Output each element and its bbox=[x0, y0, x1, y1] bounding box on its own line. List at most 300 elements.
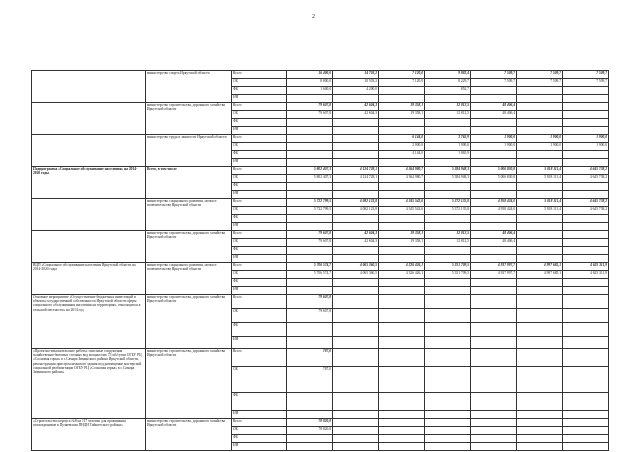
value-cell bbox=[517, 411, 563, 419]
program-cell bbox=[32, 199, 146, 231]
value-cell: 12 812,5 bbox=[425, 103, 471, 111]
source-cell: Всего bbox=[232, 167, 287, 175]
value-cell bbox=[379, 435, 425, 443]
value-cell bbox=[379, 119, 425, 127]
value-cell bbox=[517, 367, 563, 393]
value-cell bbox=[379, 215, 425, 223]
value-cell bbox=[517, 427, 563, 435]
value-cell bbox=[333, 323, 379, 337]
value-cell bbox=[563, 419, 609, 427]
value-cell bbox=[425, 435, 471, 443]
value-cell bbox=[563, 223, 609, 231]
value-cell bbox=[379, 247, 425, 255]
source-cell: НИ bbox=[232, 191, 287, 199]
value-cell bbox=[471, 183, 517, 191]
value-cell bbox=[471, 443, 517, 451]
value-cell: 5 006 830,8 bbox=[471, 167, 517, 175]
value-cell: 16 400,0 bbox=[287, 71, 333, 79]
value-cell: 1 600,0 bbox=[287, 87, 333, 95]
source-cell: НИ bbox=[232, 411, 287, 419]
value-cell bbox=[379, 309, 425, 323]
value-cell bbox=[425, 215, 471, 223]
value-cell bbox=[379, 87, 425, 95]
value-cell bbox=[471, 191, 517, 199]
value-cell bbox=[517, 393, 563, 411]
value-cell bbox=[471, 127, 517, 135]
value-cell bbox=[333, 159, 379, 167]
source-cell: ОБ bbox=[232, 111, 287, 119]
value-cell bbox=[425, 367, 471, 393]
value-cell: 7 120,0 bbox=[379, 71, 425, 79]
value-cell: 1 900,0 bbox=[517, 135, 563, 143]
value-cell bbox=[287, 223, 333, 231]
table-row bbox=[32, 135, 609, 143]
value-cell bbox=[563, 279, 609, 287]
value-cell bbox=[287, 191, 333, 199]
value-cell: 6 144,0 bbox=[379, 135, 425, 143]
value-cell: 787,0 bbox=[287, 367, 333, 393]
value-cell bbox=[425, 191, 471, 199]
value-cell: 4 082 123,8 bbox=[333, 207, 379, 215]
value-cell: 4 997 685,1 bbox=[517, 263, 563, 271]
value-cell bbox=[563, 103, 609, 111]
value-cell bbox=[287, 143, 333, 151]
value-cell bbox=[333, 393, 379, 411]
value-cell bbox=[287, 183, 333, 191]
source-cell: ОБ bbox=[232, 367, 287, 393]
value-cell bbox=[379, 287, 425, 295]
value-cell bbox=[425, 159, 471, 167]
value-cell bbox=[333, 435, 379, 443]
source-cell: ФБ bbox=[232, 183, 287, 191]
value-cell: 12 812,5 bbox=[425, 111, 471, 119]
value-cell bbox=[333, 411, 379, 419]
program-cell bbox=[32, 231, 146, 263]
value-cell: 48 406,4 bbox=[471, 111, 517, 119]
value-cell bbox=[563, 255, 609, 263]
value-cell bbox=[425, 287, 471, 295]
value-cell bbox=[563, 393, 609, 411]
value-cell: 19 358,1 bbox=[379, 111, 425, 119]
value-cell: 5 018 111,4 bbox=[517, 167, 563, 175]
executor-cell: министерство строительства, дорожного хозяйства Иркутской области bbox=[146, 295, 232, 349]
value-cell: 79 607,8 bbox=[287, 111, 333, 119]
value-cell bbox=[379, 427, 425, 435]
value-cell bbox=[333, 127, 379, 135]
table-row bbox=[32, 349, 609, 367]
value-cell: 4 645 738,2 bbox=[563, 167, 609, 175]
table-row bbox=[32, 419, 609, 427]
value-cell bbox=[287, 151, 333, 159]
program-cell: «Строительство корпуса №8 на 117 человек для проживания психохроников в Пуляевском ПНДИ Тайшетского района» bbox=[32, 419, 146, 451]
value-cell bbox=[563, 215, 609, 223]
table-row bbox=[32, 263, 609, 271]
value-cell bbox=[425, 393, 471, 411]
value-cell bbox=[517, 191, 563, 199]
value-cell: 4 326 426,1 bbox=[379, 271, 425, 279]
value-cell bbox=[517, 337, 563, 349]
value-cell bbox=[563, 159, 609, 167]
source-cell: ФБ bbox=[232, 119, 287, 127]
value-cell: 19 358,1 bbox=[379, 231, 425, 239]
value-cell: 42 604,3 bbox=[333, 111, 379, 119]
value-cell: 4 200,0 bbox=[333, 87, 379, 95]
value-cell bbox=[517, 119, 563, 127]
value-cell bbox=[287, 215, 333, 223]
value-cell bbox=[425, 443, 471, 451]
value-cell bbox=[425, 419, 471, 427]
value-cell bbox=[471, 87, 517, 95]
value-cell bbox=[517, 127, 563, 135]
value-cell: 10 503,2 bbox=[333, 79, 379, 87]
value-cell bbox=[471, 119, 517, 127]
value-cell bbox=[517, 183, 563, 191]
value-cell bbox=[333, 255, 379, 263]
value-cell bbox=[471, 323, 517, 337]
value-cell bbox=[425, 295, 471, 309]
executor-cell: Всего, в том числе bbox=[146, 167, 232, 199]
value-cell: 5 372 135,8 bbox=[425, 199, 471, 207]
source-cell: ФБ bbox=[232, 215, 287, 223]
value-cell bbox=[563, 323, 609, 337]
value-cell bbox=[333, 427, 379, 435]
value-cell bbox=[471, 287, 517, 295]
value-cell bbox=[517, 247, 563, 255]
source-cell: Всего bbox=[232, 135, 287, 143]
value-cell: 5 018 111,4 bbox=[517, 207, 563, 215]
value-cell: 78 820,8 bbox=[287, 419, 333, 427]
table-row bbox=[32, 231, 609, 239]
value-cell bbox=[563, 337, 609, 349]
value-cell: 4 645 738,2 bbox=[563, 175, 609, 183]
value-cell: 79 607,8 bbox=[287, 295, 333, 309]
value-cell bbox=[517, 419, 563, 427]
value-cell bbox=[563, 119, 609, 127]
value-cell bbox=[425, 427, 471, 435]
value-cell bbox=[287, 435, 333, 443]
value-cell: 42 604,3 bbox=[333, 239, 379, 247]
program-cell bbox=[32, 71, 146, 103]
value-cell: 4 958 424,0 bbox=[471, 207, 517, 215]
value-cell: 4 124 728,1 bbox=[333, 167, 379, 175]
value-cell: 7 509,7 bbox=[471, 79, 517, 87]
value-cell bbox=[563, 435, 609, 443]
value-cell bbox=[563, 183, 609, 191]
value-cell: 7 509,7 bbox=[563, 71, 609, 79]
source-cell: НИ bbox=[232, 127, 287, 135]
value-cell: 12 812,5 bbox=[425, 239, 471, 247]
value-cell bbox=[471, 247, 517, 255]
value-cell: 787,0 bbox=[287, 349, 333, 367]
value-cell bbox=[517, 223, 563, 231]
value-cell: 19 358,1 bbox=[379, 239, 425, 247]
value-cell: 4 065 360,5 bbox=[333, 263, 379, 271]
value-cell: 48 406,4 bbox=[471, 239, 517, 247]
value-cell bbox=[517, 103, 563, 111]
executor-cell: министерство социального развития, опеки и попечительства Иркутской области bbox=[146, 199, 232, 231]
value-cell: 48 406,4 bbox=[471, 103, 517, 111]
value-cell bbox=[471, 95, 517, 103]
value-cell: 7 120,0 bbox=[379, 79, 425, 87]
source-cell: ФБ bbox=[232, 151, 287, 159]
value-cell bbox=[563, 411, 609, 419]
program-cell: Основное мероприятие «Осуществление бюджетных инвестиций в объекты государственной собственности Иркутской области сферы социального обслуживания населения на территориях, относящихся к сельской местности» на 2014 год bbox=[32, 295, 146, 349]
value-cell bbox=[563, 239, 609, 247]
value-cell bbox=[563, 349, 609, 367]
value-cell bbox=[379, 191, 425, 199]
table-row bbox=[32, 103, 609, 111]
program-cell bbox=[32, 103, 146, 135]
program-cell: «Проектно-изыскательские работы: очистные сооружения хозяйственно-бытовых сточных вод мощностью 75 м3/сутки ОГБУ РЦ «Сосновая горка» в с.Самара Зиминского района Иркутской области, реконструкция пристроя нежилого здания под размещение мастерской социальной реабилитации ОГБУ РЦ «Сосновая горка» в с.Самара Зиминского района» bbox=[32, 349, 146, 419]
table-row bbox=[32, 199, 609, 207]
value-cell bbox=[379, 419, 425, 427]
value-cell bbox=[379, 393, 425, 411]
executor-cell: министерство спорта Иркутской области bbox=[146, 71, 232, 103]
value-cell bbox=[563, 127, 609, 135]
value-cell bbox=[379, 367, 425, 393]
value-cell bbox=[333, 223, 379, 231]
value-cell bbox=[471, 279, 517, 287]
value-cell bbox=[333, 279, 379, 287]
source-cell: ОБ bbox=[232, 309, 287, 323]
value-cell bbox=[517, 349, 563, 367]
value-cell: 14 703,2 bbox=[333, 71, 379, 79]
value-cell: 4 345 542,6 bbox=[379, 199, 425, 207]
source-cell: ФБ bbox=[232, 435, 287, 443]
value-cell bbox=[517, 309, 563, 323]
value-cell bbox=[287, 119, 333, 127]
value-cell bbox=[563, 427, 609, 435]
value-cell: 5 722 799,5 bbox=[287, 207, 333, 215]
value-cell bbox=[333, 419, 379, 427]
source-cell: ОБ bbox=[232, 427, 287, 435]
value-cell: 1 900,0 bbox=[471, 143, 517, 151]
value-cell bbox=[517, 443, 563, 451]
value-cell: 5 802 407,3 bbox=[287, 167, 333, 175]
value-cell bbox=[471, 295, 517, 309]
value-cell bbox=[379, 443, 425, 451]
value-cell bbox=[471, 215, 517, 223]
value-cell bbox=[333, 151, 379, 159]
value-cell bbox=[563, 309, 609, 323]
source-cell: ОБ bbox=[232, 239, 287, 247]
page-number: 2 bbox=[312, 14, 315, 20]
value-cell: 7 509,7 bbox=[517, 71, 563, 79]
value-cell bbox=[517, 95, 563, 103]
value-cell bbox=[333, 215, 379, 223]
value-cell: 5 351 709,5 bbox=[425, 271, 471, 279]
value-cell bbox=[333, 143, 379, 151]
value-cell bbox=[517, 287, 563, 295]
value-cell: 4 625 311,9 bbox=[563, 263, 609, 271]
value-cell: 8 800,0 bbox=[287, 79, 333, 87]
value-cell bbox=[517, 279, 563, 287]
value-cell: 79 607,8 bbox=[287, 239, 333, 247]
source-cell: ФБ bbox=[232, 87, 287, 95]
value-cell: 5 722 799,5 bbox=[287, 199, 333, 207]
value-cell bbox=[425, 323, 471, 337]
value-cell bbox=[517, 239, 563, 247]
value-cell: 7 509,7 bbox=[471, 71, 517, 79]
value-cell bbox=[379, 295, 425, 309]
value-cell bbox=[333, 183, 379, 191]
value-cell: 78 820,8 bbox=[287, 427, 333, 435]
value-cell bbox=[333, 295, 379, 309]
value-cell bbox=[425, 279, 471, 287]
value-cell bbox=[287, 135, 333, 143]
value-cell: 19 358,1 bbox=[379, 103, 425, 111]
value-cell bbox=[287, 411, 333, 419]
table-row bbox=[32, 71, 609, 79]
source-cell: Всего bbox=[232, 103, 287, 111]
value-cell bbox=[333, 337, 379, 349]
value-cell bbox=[379, 127, 425, 135]
value-cell bbox=[563, 247, 609, 255]
executor-cell: министерство строительства, дорожного хозяйства Иркутской области bbox=[146, 349, 232, 419]
value-cell bbox=[379, 95, 425, 103]
value-cell bbox=[471, 223, 517, 231]
value-cell bbox=[425, 127, 471, 135]
value-cell: 4 937 997,7 bbox=[471, 263, 517, 271]
value-cell: 79 607,8 bbox=[287, 309, 333, 323]
value-cell bbox=[379, 223, 425, 231]
value-cell: 7 509,7 bbox=[563, 79, 609, 87]
value-cell bbox=[379, 255, 425, 263]
value-cell: 42 604,3 bbox=[333, 103, 379, 111]
budget-table bbox=[31, 70, 608, 451]
value-cell bbox=[333, 135, 379, 143]
value-cell bbox=[333, 309, 379, 323]
source-cell: ФБ bbox=[232, 393, 287, 411]
value-cell: 5 802 407,3 bbox=[287, 175, 333, 183]
value-cell bbox=[333, 95, 379, 103]
value-cell bbox=[425, 95, 471, 103]
value-cell bbox=[563, 367, 609, 393]
value-cell bbox=[563, 231, 609, 239]
value-cell: 5 018 111,4 bbox=[517, 175, 563, 183]
value-cell bbox=[471, 159, 517, 167]
program-cell: Подпрограмма «Социальное обслуживание населения» на 2014-2020 годы bbox=[32, 167, 146, 199]
value-cell: 8 229,7 bbox=[425, 79, 471, 87]
source-cell: ОБ bbox=[232, 207, 287, 215]
value-cell bbox=[287, 247, 333, 255]
value-cell bbox=[471, 427, 517, 435]
value-cell bbox=[333, 119, 379, 127]
source-cell: НИ bbox=[232, 223, 287, 231]
value-cell bbox=[517, 151, 563, 159]
value-cell: 4 082 123,8 bbox=[333, 199, 379, 207]
value-cell: 4 144,0 bbox=[379, 151, 425, 159]
value-cell bbox=[471, 435, 517, 443]
value-cell bbox=[287, 127, 333, 135]
value-cell bbox=[425, 337, 471, 349]
value-cell bbox=[425, 309, 471, 323]
value-cell: 42 604,3 bbox=[333, 231, 379, 239]
value-cell bbox=[517, 323, 563, 337]
value-cell bbox=[287, 95, 333, 103]
source-cell: НИ bbox=[232, 443, 287, 451]
executor-cell: министерство социального развития, опеки и попечительства Иркутской области bbox=[146, 263, 232, 295]
source-cell: НИ bbox=[232, 255, 287, 263]
value-cell bbox=[379, 279, 425, 287]
value-cell: 1 900,0 bbox=[517, 143, 563, 151]
value-cell bbox=[517, 215, 563, 223]
value-cell bbox=[287, 279, 333, 287]
value-cell: 2 000,0 bbox=[379, 143, 425, 151]
value-cell bbox=[379, 337, 425, 349]
value-cell bbox=[517, 255, 563, 263]
value-cell: 4 645 738,2 bbox=[563, 199, 609, 207]
value-cell: 1 865,9 bbox=[425, 151, 471, 159]
source-cell: Всего bbox=[232, 349, 287, 367]
value-cell: 4 364 980,7 bbox=[379, 167, 425, 175]
value-cell bbox=[563, 443, 609, 451]
value-cell bbox=[287, 255, 333, 263]
value-cell: 4 345 542,6 bbox=[379, 207, 425, 215]
value-cell bbox=[287, 443, 333, 451]
value-cell bbox=[333, 349, 379, 367]
source-cell: ОБ bbox=[232, 175, 287, 183]
value-cell bbox=[563, 95, 609, 103]
value-cell bbox=[287, 337, 333, 349]
value-cell bbox=[471, 367, 517, 393]
value-cell: 1 900,0 bbox=[471, 135, 517, 143]
value-cell bbox=[471, 151, 517, 159]
value-cell: 1 900,0 bbox=[563, 135, 609, 143]
value-cell bbox=[517, 111, 563, 119]
table-row bbox=[32, 295, 609, 309]
value-cell: 5 706 574,7 bbox=[287, 263, 333, 271]
value-cell: 1 900,0 bbox=[563, 143, 609, 151]
value-cell bbox=[425, 255, 471, 263]
value-cell: 4 065 360,5 bbox=[333, 271, 379, 279]
value-cell bbox=[379, 411, 425, 419]
value-cell bbox=[333, 191, 379, 199]
value-cell bbox=[471, 309, 517, 323]
value-cell bbox=[425, 119, 471, 127]
value-cell: 9 882,4 bbox=[425, 71, 471, 79]
source-cell: Всего bbox=[232, 295, 287, 309]
source-cell: Всего bbox=[232, 231, 287, 239]
value-cell bbox=[333, 287, 379, 295]
value-cell bbox=[563, 111, 609, 119]
value-cell bbox=[563, 295, 609, 309]
value-cell bbox=[379, 159, 425, 167]
source-cell: НИ bbox=[232, 287, 287, 295]
value-cell: 7 509,7 bbox=[517, 79, 563, 87]
source-cell: НИ bbox=[232, 337, 287, 349]
value-cell: 1 900,0 bbox=[425, 143, 471, 151]
value-cell bbox=[425, 183, 471, 191]
value-cell bbox=[333, 247, 379, 255]
source-cell: Всего bbox=[232, 71, 287, 79]
value-cell: 4 997 685,1 bbox=[517, 271, 563, 279]
value-cell: 4 937 997,7 bbox=[471, 271, 517, 279]
value-cell: 5 384 948,3 bbox=[425, 167, 471, 175]
value-cell bbox=[471, 349, 517, 367]
source-cell: ФБ bbox=[232, 279, 287, 287]
value-cell: 4 625 311,9 bbox=[563, 271, 609, 279]
source-cell: ФБ bbox=[232, 247, 287, 255]
value-cell bbox=[517, 295, 563, 309]
value-cell: 3 765,9 bbox=[425, 135, 471, 143]
value-cell bbox=[563, 287, 609, 295]
value-cell: 5 384 948,3 bbox=[425, 175, 471, 183]
value-cell bbox=[379, 349, 425, 367]
value-cell bbox=[425, 411, 471, 419]
value-cell: 12 812,5 bbox=[425, 231, 471, 239]
value-cell: 5 706 574,7 bbox=[287, 271, 333, 279]
